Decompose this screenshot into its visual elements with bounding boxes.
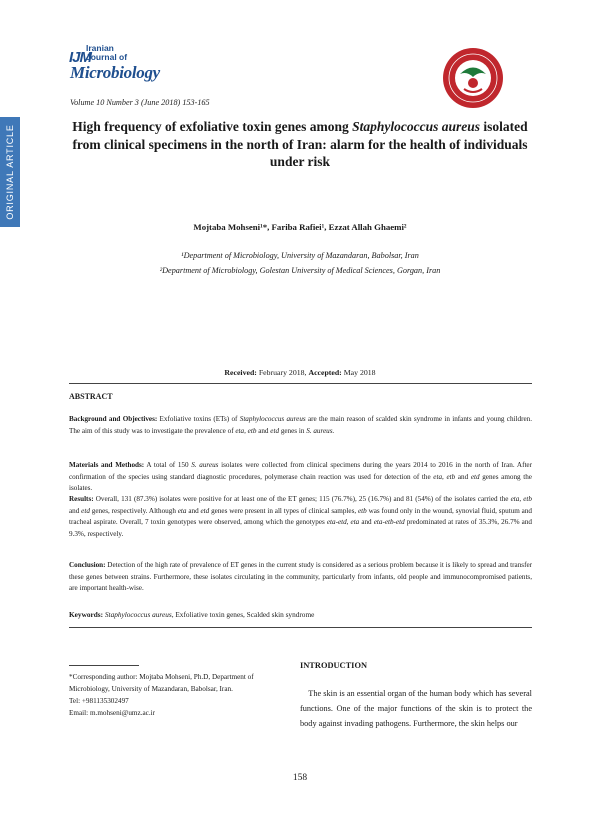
- results-text: and: [186, 506, 201, 515]
- background-label: Background and Objectives:: [69, 415, 158, 423]
- methods-genes: eta, etb: [433, 472, 456, 481]
- abstract-methods: [69, 460, 532, 495]
- title-species: Staphylococcus aureus: [352, 119, 481, 134]
- logo-small-line-1: Iranian: [86, 43, 114, 53]
- keywords-label: Keywords:: [69, 610, 104, 619]
- abstract-heading: ABSTRACT: [69, 392, 113, 401]
- received-accepted-dates: [60, 368, 540, 377]
- introduction-heading: INTRODUCTION: [300, 661, 368, 670]
- footnote-rule: [69, 665, 139, 666]
- abstract-conclusion: [69, 560, 532, 595]
- results-gene: eta: [177, 506, 187, 515]
- journal-logo-small-text: [86, 44, 127, 62]
- results-text: genes were present in all types of clinical samples,: [209, 506, 358, 515]
- affiliation-1: ¹Department of Microbiology, University of Mazandaran, Babolsar, Iran: [181, 251, 419, 260]
- methods-species: S. aureus: [191, 461, 219, 469]
- conclusion-text: Detection of the high rate of prevalence of ET genes in the current study is considered as a serious problem because it is likely to spread and transfer these genes between strains. Furthermore, these isolates circulating in the community, particularly from infants, old people and immunocompromised patients, are important health-wise.: [69, 561, 532, 593]
- background-text: are the main reason of scalded skin syndrome in infants and young children. The aim of this study was to investigate the prevalence of: [69, 415, 532, 435]
- title-part-2: isolated from clinical specimens in the north of Iran: alarm for the health of individuals under risk: [72, 119, 528, 169]
- accepted-date: May 2018: [341, 368, 376, 377]
- keywords: [69, 610, 532, 619]
- results-genes: eta, etb: [510, 495, 532, 503]
- footnote-line: Email: m.mohseni@umz.ac.ir: [69, 709, 156, 717]
- results-genotypes: eta-etd, eta: [326, 518, 360, 527]
- methods-text: A total of 150: [144, 461, 192, 469]
- received-label: Received:: [224, 368, 257, 377]
- background-genes: eta, etb: [235, 426, 257, 435]
- conclusion-label: Conclusion:: [69, 561, 106, 569]
- background-text: Exfoliative toxins (ETs) of: [157, 415, 240, 423]
- journal-logo-prefix: IJM: [69, 49, 92, 66]
- results-text: was found only in the wound, synovial fluid, sputum and tracheal aspirate. Overall, 7 toxin genotypes were observed, among which the genotypes: [69, 506, 532, 527]
- title-part-1: High frequency of exfoliative toxin genes among: [72, 119, 353, 134]
- methods-text: genes among the isolates.: [69, 472, 532, 493]
- results-text: and: [69, 506, 82, 515]
- methods-text: isolates were collected from clinical specimens during the years 2014 to 2016 in the north of Iran. After confirmation of the species using standard diagnostic procedures, polymerase chain reaction was used for detection of the: [69, 461, 532, 481]
- introduction-body: The skin is an essential organ of the human body which has several functions. One of the major functions of the skin is to protect the body against invading pathogens. Furthermore, the skin helps our: [300, 689, 532, 729]
- footnote-line: Tel: +981135302497: [69, 697, 129, 705]
- results-text: and: [359, 518, 374, 527]
- article-title: [60, 118, 540, 171]
- background-gene: etd: [270, 426, 280, 435]
- results-gene: etb: [358, 506, 367, 515]
- abstract-background: [69, 414, 532, 437]
- methods-label: Materials and Methods:: [69, 461, 145, 469]
- affiliation-2: ²Department of Microbiology, Golestan University of Medical Sciences, Gorgan, Iran: [159, 266, 441, 275]
- background-species: Staphylococcus aureus: [239, 415, 306, 423]
- journal-logo-name: Microbiology: [70, 63, 160, 82]
- author-list: Mojtaba Mohseni¹*, Fariba Rafiei¹, Ezzat Allah Ghaemi²: [193, 222, 407, 232]
- accepted-label: Accepted:: [308, 368, 342, 377]
- article-type-tab: [0, 117, 20, 227]
- page-number: 158: [292, 773, 308, 783]
- article-type-label: ORIGINAL ARTICLE: [5, 124, 15, 220]
- results-text: predominated at rates of 35.3%, 26.7% and 9.3%, respectively.: [69, 518, 532, 538]
- abstract-top-rule: [69, 383, 532, 384]
- results-gene: etd: [81, 506, 90, 515]
- background-species: S. aureus.: [306, 426, 335, 435]
- results-genotype: eta-etb-etd: [373, 518, 405, 527]
- introduction-text: [300, 686, 532, 731]
- volume-line: Volume 10 Number 3 (June 2018) 153-165: [70, 98, 210, 107]
- keyword-species: Staphylococcus aureus: [104, 610, 172, 619]
- abstract-results: [69, 494, 532, 540]
- results-label: Results:: [69, 495, 94, 503]
- society-emblem-icon: [442, 47, 504, 109]
- footnote-line: *Corresponding author: Mojtaba Mohseni, Ph.D, Department of Microbiology, University of Mazandaran, Babolsar, Iran.: [69, 673, 254, 693]
- results-text: genes, respectively. Although: [89, 506, 178, 515]
- methods-gene: etd: [470, 472, 480, 481]
- received-date: February 2018,: [256, 368, 309, 377]
- corresponding-author-footnote: [69, 671, 287, 719]
- background-text: genes in: [279, 426, 307, 435]
- background-text: and: [256, 426, 271, 435]
- logo-small-line-2: Journal of: [86, 52, 128, 62]
- keywords-text: , Exfoliative toxin genes, Scalded skin syndrome: [171, 610, 315, 619]
- methods-text: and: [455, 472, 471, 481]
- abstract-bottom-rule: [69, 627, 532, 628]
- results-gene: etd: [200, 506, 210, 515]
- results-text: Overall, 131 (87.3%) isolates were positive for at least one of the ET genes; 115 (76.7%), 25 (16.7%) and 81 (54%) of the isolates carried the: [93, 495, 511, 503]
